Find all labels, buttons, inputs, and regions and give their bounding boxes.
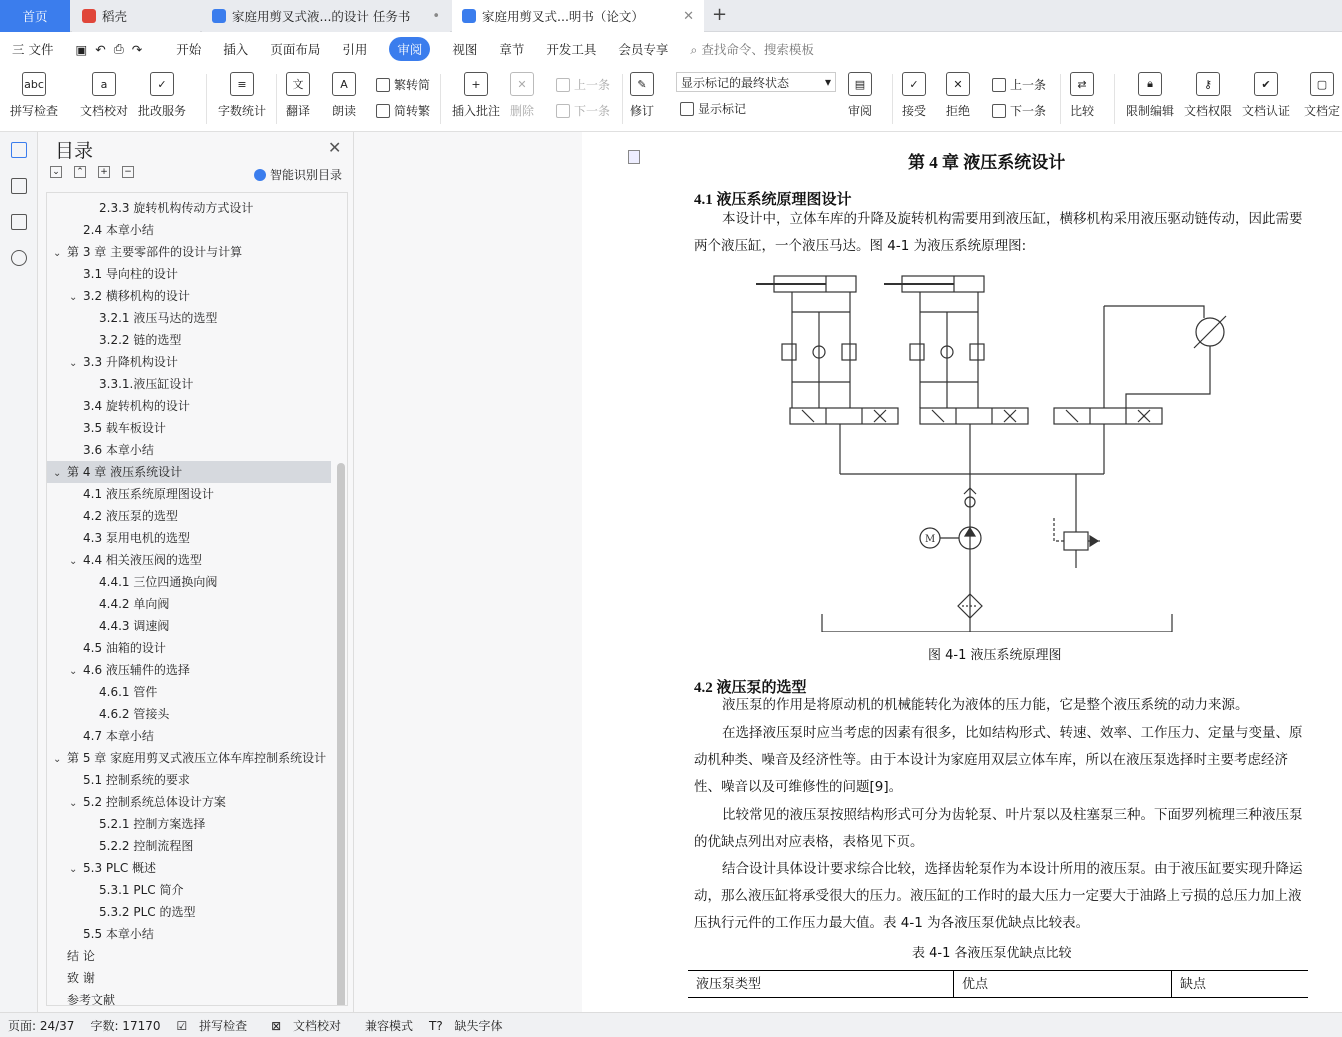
- next-comment-button[interactable]: 下一条: [556, 102, 610, 119]
- smart-toc-button[interactable]: 智能识别目录: [254, 166, 342, 183]
- toc-item[interactable]: [47, 681, 331, 703]
- toc-item[interactable]: [47, 307, 331, 329]
- toc-item-label: 3.3.1.液压缸设计: [99, 377, 194, 391]
- file-menu[interactable]: 三 文件: [12, 42, 54, 57]
- toc-item[interactable]: [47, 923, 331, 945]
- batch-icon: ✓: [150, 72, 174, 96]
- menu-devtools[interactable]: 开发工具: [546, 42, 597, 57]
- toc-item-label: 4.3 泵用电机的选型: [83, 531, 190, 545]
- svg-text:M: M: [925, 534, 936, 545]
- toc-list: [46, 192, 348, 1006]
- cert-icon: ✔: [1254, 72, 1278, 96]
- permission-icon: ⚷: [1196, 72, 1220, 96]
- compare-button[interactable]: ⇄ 比较: [1070, 72, 1094, 119]
- toc-item-label: 4.4.2 单向阀: [99, 597, 170, 611]
- directional-valve-3: [1054, 408, 1162, 424]
- toc-item-label: 3.1 导向柱的设计: [83, 267, 178, 281]
- reject-icon: ✕: [946, 72, 970, 96]
- toc-item[interactable]: [47, 329, 331, 351]
- tab-label: 家庭用剪叉式液...的设计 任务书: [232, 9, 411, 24]
- figure-caption: 图 4-1 液压系统原理图: [928, 648, 1062, 663]
- toc-item-label: 4.5 油箱的设计: [83, 641, 166, 655]
- directional-valve-2: [920, 408, 1028, 424]
- menu-chapter[interactable]: 章节: [499, 42, 525, 57]
- toc-item-label: 3.2.1 液压马达的选型: [99, 311, 218, 325]
- section-heading-4-1: 4.1 液压系统原理图设计: [694, 192, 852, 208]
- toc-item-label: 4.1 液压系统原理图设计: [83, 487, 214, 501]
- toc-item-label: 2.4 本章小结: [83, 223, 154, 237]
- revise-icon: ✎: [630, 72, 654, 96]
- toc-item-label: 3.6 本章小结: [83, 443, 154, 457]
- toc-item[interactable]: [47, 747, 331, 769]
- command-search[interactable]: [690, 40, 814, 58]
- toc-item-label: 5.2.2 控制流程图: [99, 839, 194, 853]
- toc-item-label: 4.6 液压辅件的选择: [83, 663, 190, 677]
- ribbon: [0, 66, 1342, 132]
- toc-item[interactable]: [47, 395, 331, 417]
- chevron-down-icon[interactable]: ⌄: [69, 358, 78, 369]
- chevron-down-icon[interactable]: ⌄: [53, 754, 62, 765]
- toc-item[interactable]: [47, 527, 331, 549]
- chevron-down-icon[interactable]: ⌄: [69, 666, 78, 677]
- hydraulic-diagram: [754, 268, 1254, 632]
- toc-item[interactable]: [47, 813, 331, 835]
- toc-item[interactable]: [47, 659, 331, 681]
- toc-item[interactable]: [47, 219, 331, 241]
- toc-item[interactable]: [47, 241, 331, 263]
- markup-state-select[interactable]: 显示标记的最终状态 ▾: [676, 72, 836, 92]
- paragraph: 在选择液压泵时应当考虑的因素有很多，比如结构形式、转速、效率、工作压力、定量与变量、原动机种类、噪音及经济性等。由于本设计为家庭用双层立体车库，所以在液压泵选择时主要考虑经济性、噪音以及可维修性的问题[9]。: [694, 725, 1303, 795]
- next-change-button[interactable]: 下一条: [992, 102, 1046, 119]
- chevron-down-icon[interactable]: ⌄: [53, 248, 62, 259]
- tab-label: 稻壳: [102, 9, 128, 24]
- remove-level-icon[interactable]: −: [122, 166, 134, 178]
- tab-daoke[interactable]: [72, 0, 200, 32]
- toc-item-label: 4.7 本章小结: [83, 729, 154, 743]
- document-margin: [354, 132, 582, 1012]
- toc-item[interactable]: [47, 725, 331, 747]
- word-count-button[interactable]: ≡ 字数统计: [218, 72, 266, 119]
- simp-to-trad-button[interactable]: 简转繁: [376, 102, 430, 119]
- toc-item[interactable]: [47, 461, 331, 483]
- toc-item[interactable]: [47, 417, 331, 439]
- toc-item[interactable]: [47, 505, 331, 527]
- table-caption: 表 4-1 各液压泵优缺点比较: [912, 946, 1072, 961]
- reject-button[interactable]: ✕ 拒绝: [946, 72, 970, 119]
- toc-item[interactable]: [47, 769, 331, 791]
- chevron-down-icon[interactable]: ⌄: [69, 864, 78, 875]
- accept-icon: ✓: [902, 72, 926, 96]
- menu-bar: [0, 32, 1342, 66]
- toc-item-label: 4.6.2 管接头: [99, 707, 170, 721]
- batch-service-button[interactable]: ✓ 批改服务: [138, 72, 186, 119]
- trad-icon: [376, 78, 390, 92]
- fix-icon: ▢: [1310, 72, 1334, 96]
- print-icon[interactable]: ⎙: [113, 41, 124, 56]
- toc-item-label: 4.4.1 三位四通换向阀: [99, 575, 218, 589]
- paragraph: 液压泵的作用是将原动机的机械能转化为液体的压力能，它是整个液压系统的动力来源。: [722, 697, 1249, 713]
- left-rail: [0, 132, 38, 1012]
- toc-item-label: 3.5 载车板设计: [83, 421, 166, 435]
- doc-view-icon[interactable]: [628, 150, 640, 164]
- save-icon[interactable]: ▣: [75, 41, 88, 57]
- toc-item[interactable]: [47, 197, 331, 219]
- compare-icon: ⇄: [1070, 72, 1094, 96]
- toc-item-label: 第 3 章 主要零部件的设计与计算: [67, 245, 243, 259]
- menu-reference[interactable]: 引用: [342, 42, 368, 57]
- toc-item[interactable]: [47, 967, 331, 989]
- tab-home[interactable]: 首页: [0, 0, 70, 32]
- toc-item-label: 4.2 液压泵的选型: [83, 509, 178, 523]
- lock-icon: 🔒︎: [1138, 72, 1162, 96]
- close-icon[interactable]: ✕: [683, 8, 694, 24]
- toc-item[interactable]: [47, 373, 331, 395]
- show-markup-button[interactable]: 显示标记: [680, 100, 746, 117]
- expand-all-icon[interactable]: ⌃: [74, 166, 86, 178]
- toc-item-label: 3.4 旋转机构的设计: [83, 399, 190, 413]
- insert-comment-button[interactable]: + 插入批注: [452, 72, 500, 119]
- daoke-icon: [82, 9, 96, 23]
- toc-item-label: 3.3 升降机构设计: [83, 355, 178, 369]
- toc-item[interactable]: [47, 945, 331, 967]
- menu-start[interactable]: 开始: [176, 42, 202, 57]
- prev-comment-button[interactable]: 上一条: [556, 76, 610, 93]
- toc-item[interactable]: [47, 351, 331, 373]
- toc-item-label: 第 4 章 液压系统设计: [67, 465, 183, 479]
- doc-cert-button[interactable]: ✔ 文档认证: [1242, 72, 1290, 119]
- chapter-heading: 第 4 章 液压系统设计: [908, 153, 1066, 172]
- toc-item-label: 结 论: [67, 949, 95, 963]
- word-count-icon: ≡: [230, 72, 254, 96]
- toc-panel-icon[interactable]: [11, 142, 27, 158]
- paragraph: 本设计中，立体车库的升降及旋转机构需要用到液压缸，横移机构采用液压驱动链传动，因此需要两个液压缸，一个液压马达。图 4-1 为液压系统原理图:: [694, 211, 1303, 254]
- toc-item[interactable]: [47, 637, 331, 659]
- toc-item-label: 5.3 PLC 概述: [83, 861, 157, 875]
- toc-item-label: 2.3.3 旋转机构传动方式设计: [99, 201, 254, 215]
- chevron-down-icon[interactable]: ⌄: [69, 292, 78, 303]
- menu-insert[interactable]: 插入: [223, 42, 249, 57]
- review-icon: ▤: [848, 72, 872, 96]
- tab-label: 家庭用剪叉式...明书（论文）: [482, 9, 644, 24]
- toc-title: 目录: [55, 140, 94, 162]
- paragraph: 结合设计具体设计要求综合比较，选择齿轮泵作为本设计所用的液压泵。由于液压缸要实现升降运动，那么液压缸将承受很大的压力。液压缸的工作时的最大压力一定要大于油路上亏损的总压力加上液压执行元件的工作压力最大值。表 4-1 为各液压泵优缺点比较表。: [694, 861, 1303, 931]
- translate-icon: 文: [286, 72, 310, 96]
- hydraulic-cylinder-2: [884, 276, 984, 408]
- toc-item-label: 5.2 控制系统总体设计方案: [83, 795, 226, 809]
- toc-item[interactable]: [47, 571, 331, 593]
- redo-icon[interactable]: ↷: [131, 41, 143, 57]
- toc-item-label: 4.4 相关液压阀的选型: [83, 553, 202, 567]
- toc-item-label: 5.3.1 PLC 简介: [99, 883, 184, 897]
- toc-item[interactable]: [47, 615, 331, 637]
- toc-item[interactable]: [47, 483, 331, 505]
- toc-item[interactable]: [47, 857, 331, 879]
- doc-proof-button[interactable]: a 文档校对: [80, 72, 128, 119]
- toc-scrollbar[interactable]: [337, 463, 345, 1006]
- toc-item-label: 5.2.1 控制方案选择: [99, 817, 206, 831]
- directional-valve-1: [790, 408, 898, 424]
- table-header-cell: 优点: [954, 971, 1172, 997]
- close-icon[interactable]: •: [432, 8, 440, 24]
- accept-button[interactable]: ✓ 接受: [902, 72, 926, 119]
- oil-tank: [822, 614, 1172, 632]
- chevron-down-icon: ▾: [824, 75, 831, 89]
- electric-motor: [920, 528, 959, 548]
- toc-item-label: 参考文献: [67, 993, 116, 1006]
- toc-item-label: 第 5 章 家庭用剪叉式液压立体车库控制系统设计: [67, 751, 327, 765]
- add-level-icon[interactable]: +: [98, 166, 110, 178]
- doc-fix-button[interactable]: ▢ 文档定: [1304, 72, 1340, 119]
- comment-icon: +: [464, 72, 488, 96]
- doc-permission-button[interactable]: ⚷ 文档权限: [1184, 72, 1232, 119]
- prev-icon: [556, 78, 570, 92]
- spell-check-button[interactable]: abc 拼写检查: [10, 72, 58, 119]
- prev-change-icon: [992, 78, 1006, 92]
- toc-item-label: 5.5 本章小结: [83, 927, 154, 941]
- markup-icon: [680, 102, 694, 116]
- document-content: [694, 132, 1314, 1012]
- missing-font[interactable]: T? 缺失字体: [429, 1018, 503, 1033]
- section-heading-4-2: 4.2 液压泵的选型: [694, 680, 807, 696]
- toc-item[interactable]: [47, 989, 331, 1006]
- relief-valve: [1054, 474, 1100, 568]
- close-icon[interactable]: ✕: [328, 138, 342, 157]
- simp-icon: [376, 104, 390, 118]
- trad-to-simp-button[interactable]: 繁转简: [376, 76, 430, 93]
- chevron-down-icon[interactable]: ⌄: [69, 798, 78, 809]
- table-header-cell: 缺点: [1180, 977, 1207, 992]
- search-placeholder: 查找命令、搜索模板: [701, 42, 814, 57]
- collapse-all-icon[interactable]: ⌄: [50, 166, 62, 178]
- menu-layout[interactable]: 页面布局: [270, 42, 321, 57]
- toc-item[interactable]: [47, 791, 331, 813]
- proof-icon: a: [92, 72, 116, 96]
- toc-item[interactable]: [47, 703, 331, 725]
- paragraph: 比较常见的液压泵按照结构形式可分为齿轮泵、叶片泵以及柱塞泵三种。下面罗列梳理三种液压泵的优缺点列出对应表格，表格见下页。: [694, 807, 1303, 850]
- status-spell-check[interactable]: ☑ 拼写检查: [176, 1018, 248, 1033]
- hydraulic-cylinder-1: [756, 276, 856, 408]
- word-count[interactable]: 字数: 17170: [90, 1018, 161, 1033]
- comparison-table-header: [688, 970, 1308, 998]
- toc-item-label: 3.2.2 链的选型: [99, 333, 182, 347]
- delete-comment-button[interactable]: ✕ 删除: [510, 72, 534, 119]
- menu-review[interactable]: 审阅: [389, 37, 430, 61]
- menu-member[interactable]: 会员专享: [618, 42, 669, 57]
- hydraulic-motor: [1104, 306, 1226, 408]
- read-aloud-icon: A: [332, 72, 356, 96]
- tab-thesis[interactable]: [452, 0, 704, 32]
- page-indicator[interactable]: 页面: 24/37: [8, 1018, 75, 1033]
- toc-item[interactable]: [47, 263, 331, 285]
- toc-item[interactable]: [47, 593, 331, 615]
- word-doc-icon: [212, 9, 226, 23]
- toc-panel: [38, 132, 354, 1012]
- toc-item-label: 致 谢: [67, 971, 95, 985]
- navigation-icon[interactable]: [11, 178, 27, 194]
- status-doc-proof[interactable]: ⊠ 文档校对: [271, 1018, 341, 1033]
- delete-comment-icon: ✕: [510, 72, 534, 96]
- prev-change-button[interactable]: 上一条: [992, 76, 1046, 93]
- next-icon: [556, 104, 570, 118]
- read-aloud-button[interactable]: A 朗读: [332, 72, 356, 119]
- tab-task-book[interactable]: [202, 0, 450, 32]
- toc-item-label: 4.6.1 管件: [99, 685, 158, 699]
- toc-item[interactable]: [47, 439, 331, 461]
- new-tab-button[interactable]: +: [712, 4, 728, 25]
- word-doc-icon: [462, 9, 476, 23]
- search-icon: ⌕: [690, 42, 698, 57]
- next-change-icon: [992, 104, 1006, 118]
- toc-item-label: 5.3.2 PLC 的选型: [99, 905, 196, 919]
- toc-item[interactable]: [47, 835, 331, 857]
- table-header-cell: 液压泵类型: [688, 971, 954, 997]
- undo-icon[interactable]: ↶: [95, 41, 106, 57]
- toc-item[interactable]: [47, 549, 331, 571]
- compat-mode: 兼容模式: [364, 1018, 413, 1033]
- smart-icon: [254, 169, 266, 181]
- toc-item-label: 3.2 横移机构的设计: [83, 289, 190, 303]
- toc-item-label: 4.4.3 调速阀: [99, 619, 170, 633]
- revise-button[interactable]: ✎ 修订: [630, 72, 654, 119]
- chevron-down-icon[interactable]: ⌄: [53, 468, 62, 479]
- menu-view[interactable]: 视图: [452, 42, 478, 57]
- chevron-down-icon[interactable]: ⌄: [69, 556, 78, 567]
- restrict-edit-button[interactable]: 🔒︎ 限制编辑: [1126, 72, 1174, 119]
- toc-item[interactable]: [47, 285, 331, 307]
- status-bar: [0, 1012, 1342, 1037]
- toc-item-label: 5.1 控制系统的要求: [83, 773, 190, 787]
- review-button[interactable]: ▤ 审阅: [848, 72, 872, 119]
- bookmark-icon[interactable]: [11, 214, 27, 230]
- tab-bar: [0, 0, 1342, 32]
- toc-item[interactable]: [47, 901, 331, 923]
- toc-tools: [50, 166, 146, 178]
- spell-check-icon: abc: [22, 72, 46, 96]
- translate-button[interactable]: 文 翻译: [286, 72, 310, 119]
- search-icon[interactable]: [11, 250, 27, 266]
- toc-item[interactable]: [47, 879, 331, 901]
